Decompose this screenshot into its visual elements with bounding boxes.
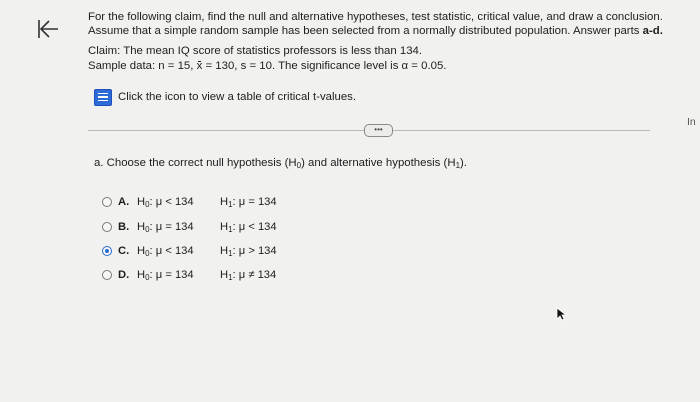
option-letter: B. — [118, 221, 130, 233]
instructions-line-1: For the following claim, find the null and alternative hypotheses, test statistic, critical value, and draw a conclusion. — [88, 11, 663, 23]
null-hypothesis: $H_0$: μ = 134 — [137, 268, 194, 282]
null-hypothesis: $H_0$: μ = 134 — [137, 220, 194, 234]
sample-data-suffix: = 130, s = 10. The significance level is α = 0.05. — [202, 60, 447, 72]
alternative-hypothesis: $H_1$: μ > 134 — [220, 244, 277, 258]
question-part-a: a. Choose the correct null hypothesis $(H_0)$ and alternative hypothesis $(H_1)$. — [94, 157, 467, 170]
expand-more-button[interactable]: ••• — [364, 124, 393, 137]
radio-button[interactable] — [102, 222, 112, 232]
option-letter: C. — [118, 245, 130, 257]
back-to-start-arrow-icon[interactable] — [37, 18, 59, 40]
null-hypothesis: $H_0$: μ < 134 — [137, 244, 194, 258]
radio-button-selected[interactable] — [102, 246, 112, 256]
alternative-hypothesis: $H_1$: μ ≠ 134 — [220, 268, 277, 282]
option-letter: A. — [118, 196, 130, 208]
null-hypothesis: $H_0$: μ < 134 — [137, 195, 194, 209]
option-letter: D. — [118, 269, 130, 281]
radio-button[interactable] — [102, 197, 112, 207]
mouse-cursor-icon — [556, 307, 568, 321]
option-b[interactable] — [102, 219, 277, 235]
instructions-parts-label: a-d. — [642, 25, 663, 37]
option-c[interactable] — [102, 243, 277, 259]
sample-data — [88, 59, 446, 73]
alternative-hypothesis: $H_1$: μ = 134 — [220, 195, 277, 209]
option-a[interactable] — [102, 194, 277, 210]
radio-button[interactable] — [102, 270, 112, 280]
claim-text: Claim: The mean IQ score of statistics professors is less than 134. — [88, 45, 423, 57]
instructions-line-2-text: Assume that a simple random sample has been selected from a normally distributed population. Answer parts — [88, 25, 643, 37]
right-panel-text: In — [687, 116, 696, 128]
alternative-hypothesis: $H_1$: μ < 134 — [220, 220, 277, 234]
instructions-line-2 — [88, 24, 663, 38]
option-d[interactable] — [102, 267, 277, 283]
critical-values-table-link[interactable] — [94, 88, 356, 106]
sample-data-prefix: Sample data: n = 15, — [88, 60, 197, 72]
sample-mean-symbol: x — [196, 60, 203, 72]
table-icon[interactable] — [94, 89, 112, 106]
table-link-label: Click the icon to view a table of critical t-values. — [118, 91, 357, 103]
